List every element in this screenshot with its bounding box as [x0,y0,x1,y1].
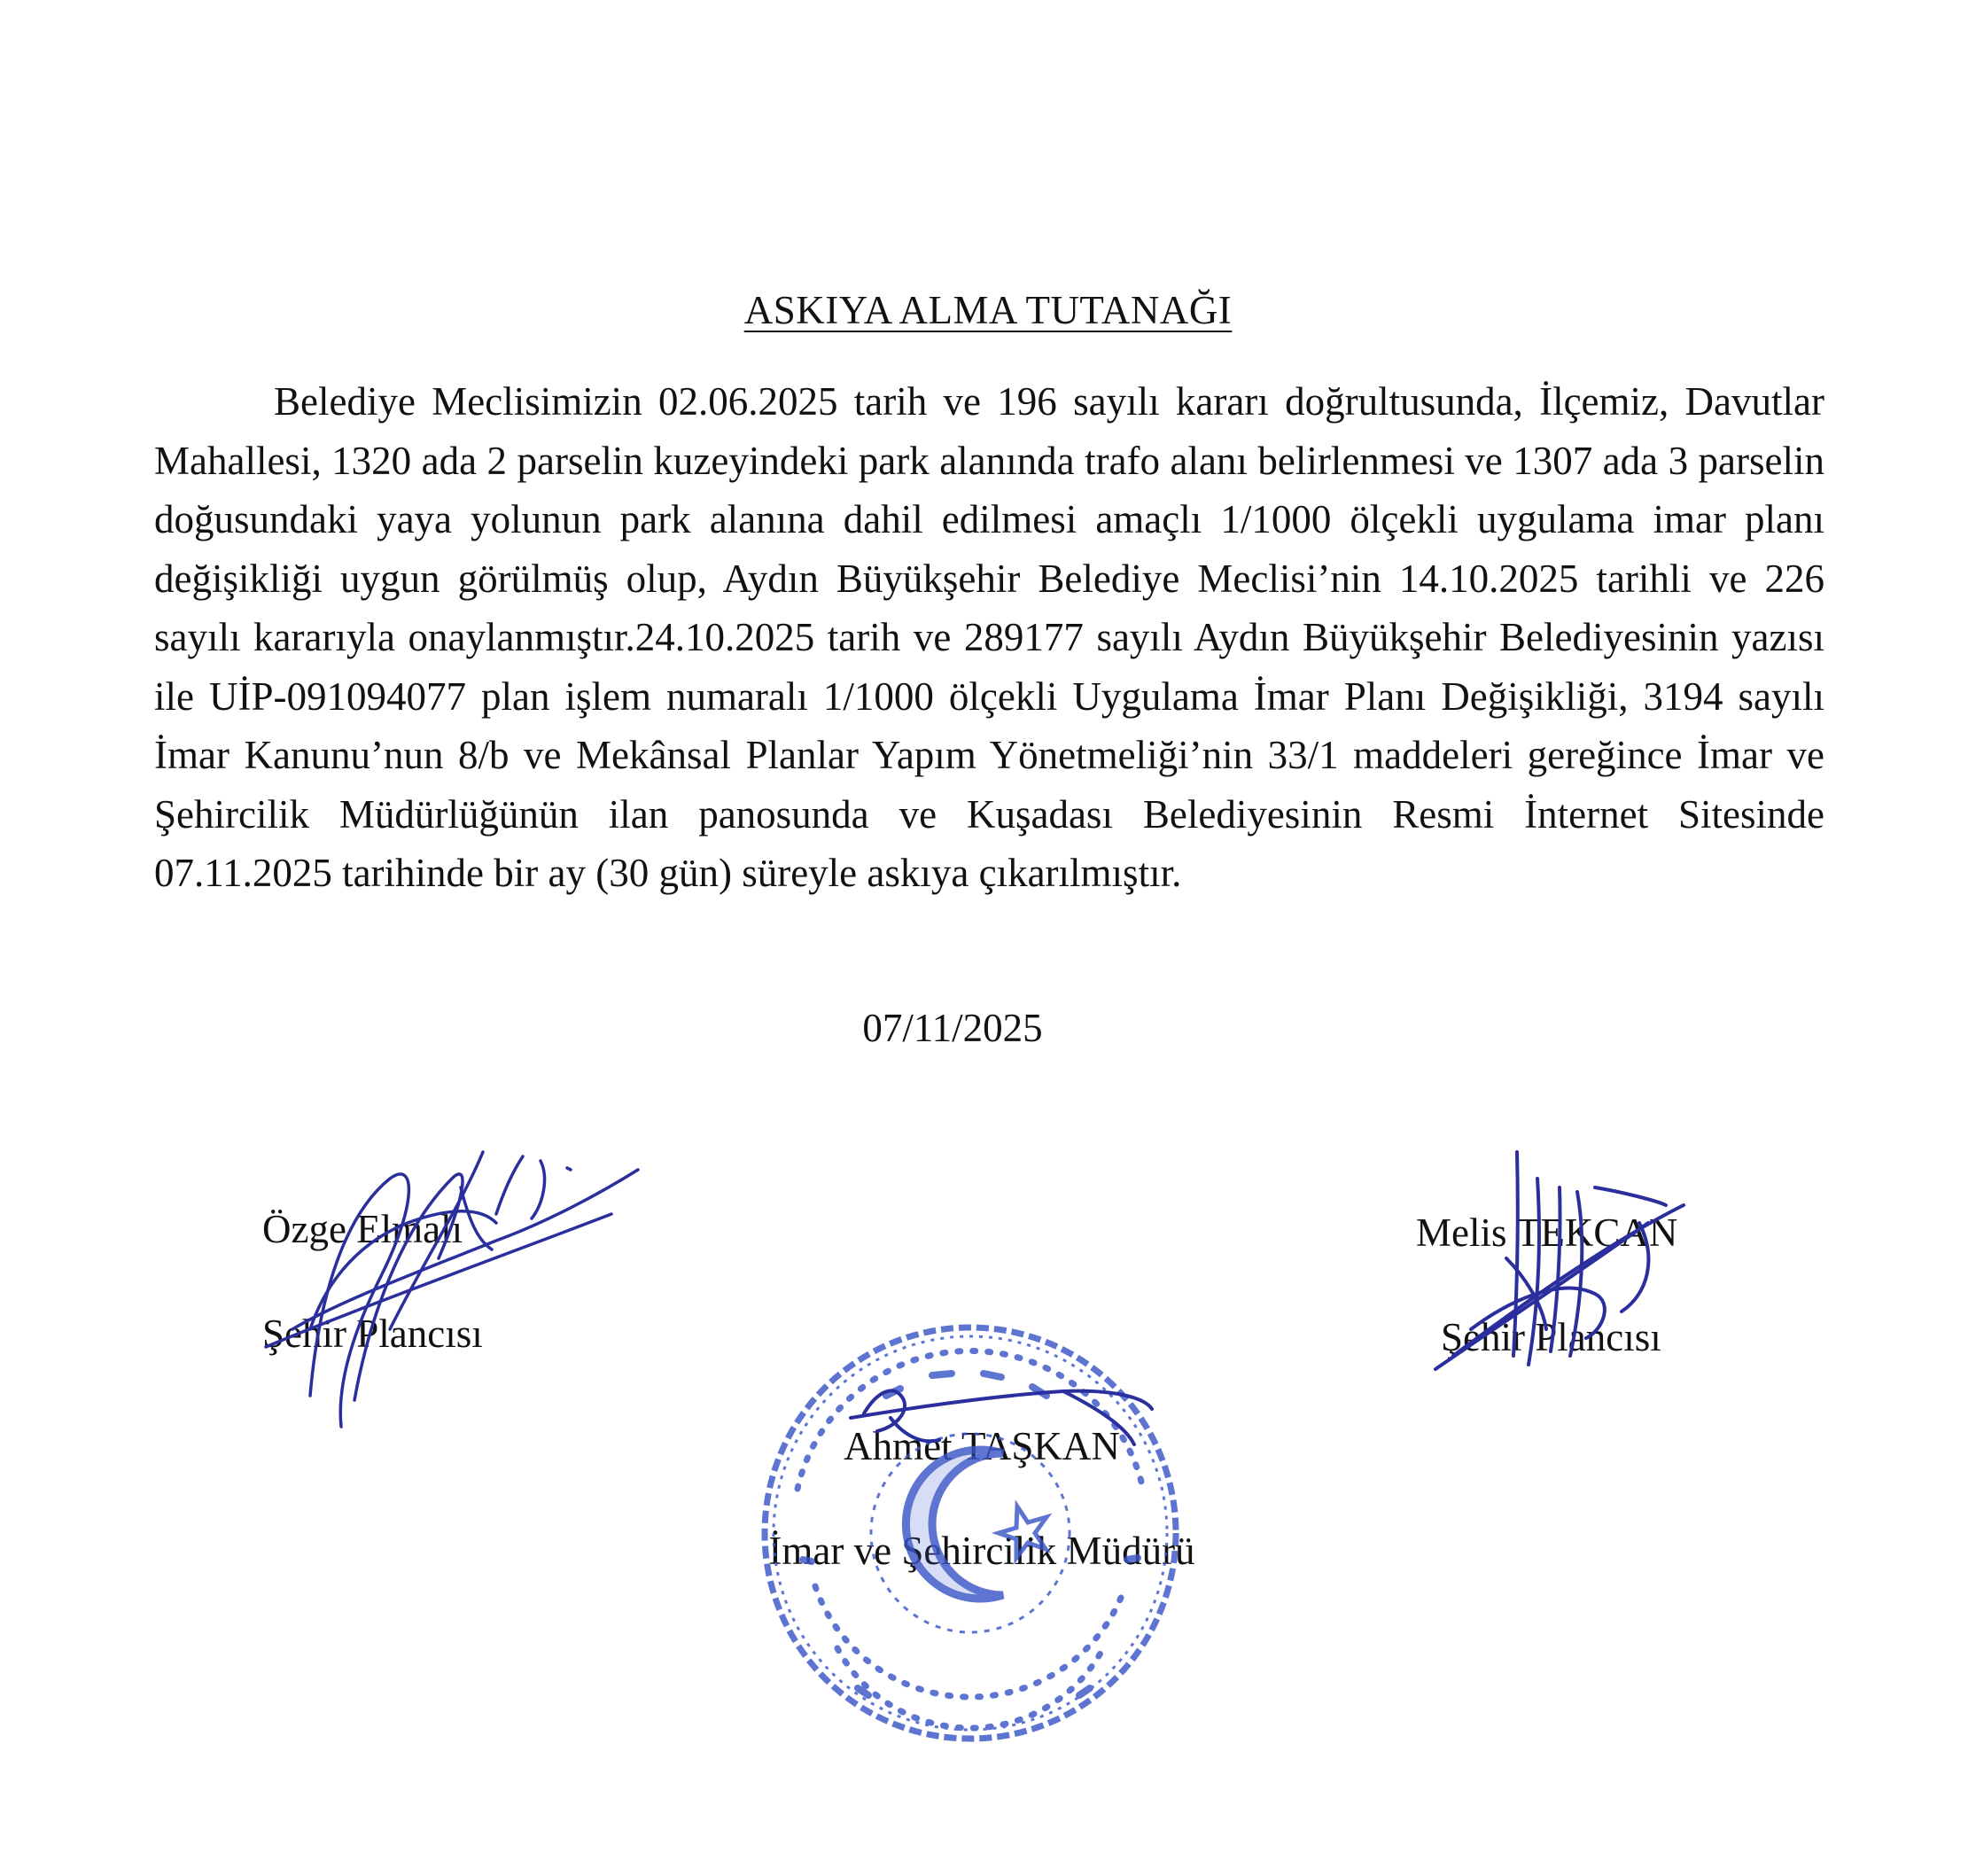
signatory-right [1416,1206,1677,1364]
signatory-left-role: Şehir Plancısı [262,1312,483,1356]
title-text: ASKIYA ALMA TUTANAĞI [743,288,1233,332]
body-paragraph: Belediye Meclisimizin 02.06.2025 tarih ve 196 sayılı kararı doğrultusunda, İlçemiz, Davutlar Mahallesi, 1320 ada 2 parselin kuzeyindeki park alanında trafo alanı belirlenmesi ve 1307 ada 3 parselin doğusundaki yaya yolunun park alanına dahil edilmesi amaçlı 1/1000 ölçekli uygulama imar planı değişikliği uygun görülmüş olup, Aydın Büyükşehir Belediye Meclisi’nin 14.10.2025 tarihli ve 226 sayılı kararıyla onaylanmıştır.24.10.2025 tarih ve 289177 sayılı Aydın Büyükşehir Belediyesinin yazısı ile UİP-091094077 plan işlem numaralı 1/1000 ölçekli Uygulama İmar Planı Değişikliği, 3194 sayılı İmar Kanunu’nun 8/b ve Mekânsal Planlar Yapım Yönetmeliği’nin 33/1 maddeleri gereğince İmar ve Şehircilik Müdürlüğünün ilan panosunda ve Kuşadası Belediyesinin Resmi İnternet Sitesinde 07.11.2025 tarihinde bir ay (30 gün) süreyle askıya çıkarılmıştır. [154,379,1824,895]
signatory-center [734,1420,1230,1577]
signatory-center-name: Ahmet TAŞKAN [844,1424,1120,1468]
signatory-right-name: Melis TEKCAN [1416,1210,1678,1255]
signatory-left-name: Özge Elmalı [262,1207,463,1251]
signatory-center-role: İmar ve Şehircilik Müdürü [768,1529,1195,1573]
document-title [0,284,1976,337]
signatory-right-role: Şehir Plancısı [1441,1315,1661,1359]
signatory-left [262,1203,483,1360]
document-date: 07/11/2025 [862,1006,1043,1050]
